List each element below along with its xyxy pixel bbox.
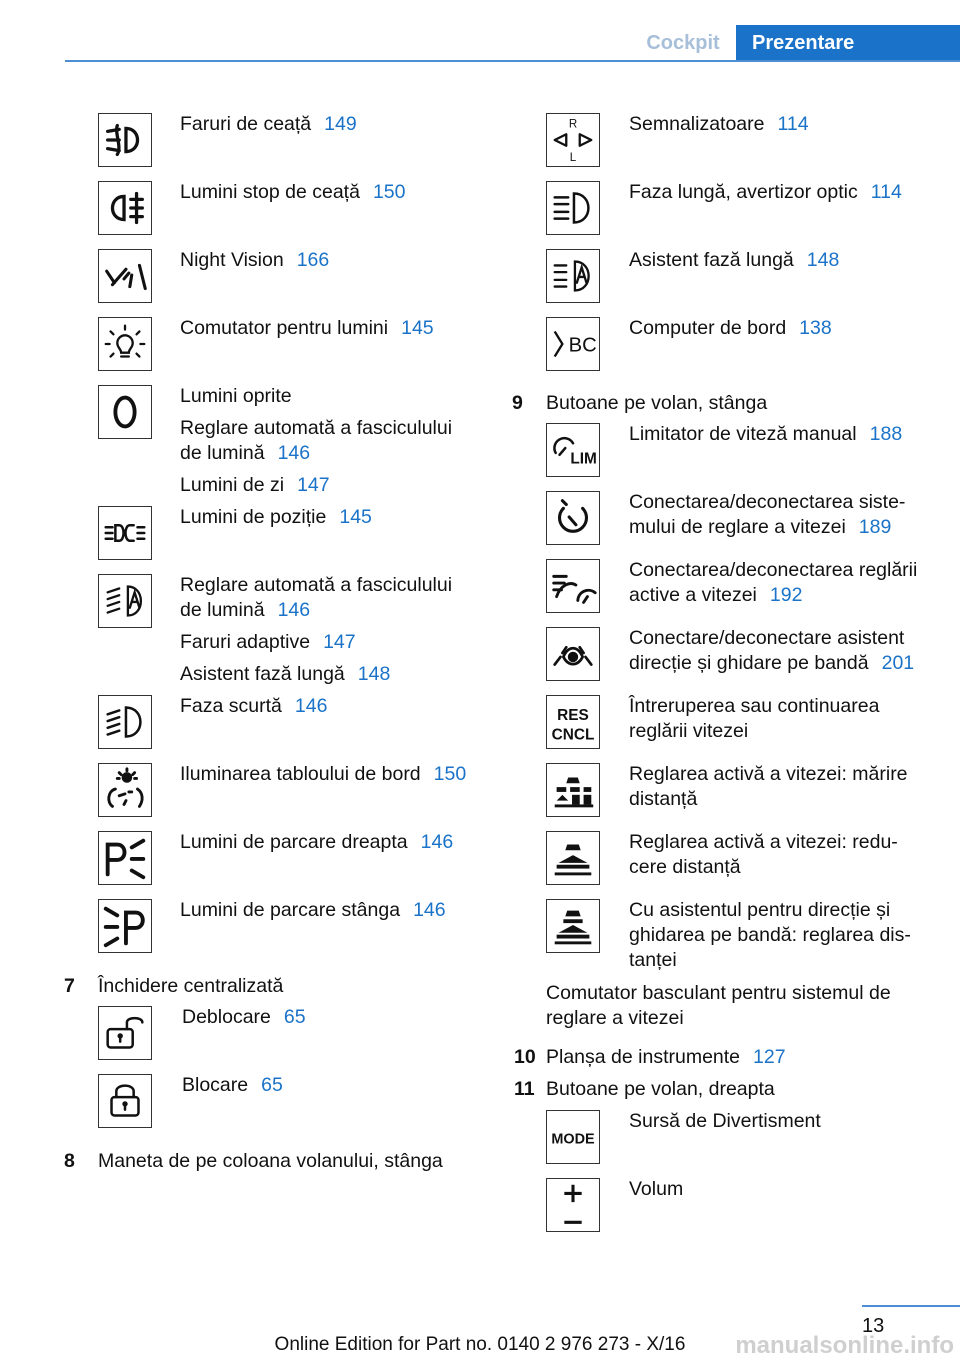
section-number: 7 xyxy=(64,975,75,997)
header-divider xyxy=(65,60,960,62)
page-link[interactable]: 146 xyxy=(420,831,454,853)
list-item: Limitator de viteză manual 188 xyxy=(629,423,903,445)
list-item: Faruri adaptive 147 xyxy=(180,631,356,653)
light-switch-icon xyxy=(98,317,152,371)
list-item: Faza scurtă 146 xyxy=(180,695,328,717)
tab-prezentare[interactable]: Prezentare xyxy=(736,25,960,62)
footer-divider xyxy=(862,1305,960,1307)
svg-text:MODE: MODE xyxy=(551,1131,595,1148)
list-item: Reglare automată a fasciculului xyxy=(180,417,453,439)
list-item: mului de reglare a vitezei 189 xyxy=(629,516,892,538)
list-item: distanță xyxy=(629,788,698,810)
page-link[interactable]: 127 xyxy=(753,1046,786,1068)
lights-off-icon xyxy=(98,385,152,439)
tab-cockpit[interactable]: Cockpit xyxy=(646,32,720,54)
cruise-control-icon xyxy=(546,491,600,545)
section-number: 9 xyxy=(512,392,523,414)
svg-text:LIM: LIM xyxy=(570,450,597,468)
list-item: Întreruperea sau continuarea xyxy=(629,695,880,717)
page-link[interactable]: 150 xyxy=(433,763,467,785)
page-link[interactable]: 189 xyxy=(858,516,892,538)
page-link[interactable]: 145 xyxy=(339,506,372,528)
section-number: 10 xyxy=(514,1046,536,1068)
section-title: Maneta de pe coloana volanului, stânga xyxy=(98,1150,443,1172)
onboard-computer-icon xyxy=(546,317,600,371)
list-item: de lumină 146 xyxy=(180,599,311,621)
page-link[interactable]: 148 xyxy=(806,249,840,271)
fog-front-icon xyxy=(98,113,152,167)
list-item: Semnalizatoare 114 xyxy=(629,113,809,135)
list-item: Lumini oprite xyxy=(180,385,292,407)
high-beam-assist-icon xyxy=(546,249,600,303)
svg-text:CNCL: CNCL xyxy=(551,726,595,744)
edition-note: Online Edition for Part no. 0140 2 976 273 - X/16 xyxy=(274,1334,686,1355)
page-link[interactable]: 147 xyxy=(297,474,330,496)
page-link[interactable]: 188 xyxy=(869,423,903,445)
paragraph: Comutator basculant pentru sistemul de xyxy=(546,982,891,1004)
page-link[interactable]: 138 xyxy=(799,317,832,339)
high-beam-icon xyxy=(546,181,600,235)
lane-assist-icon xyxy=(546,627,600,681)
list-item: reglării vitezei xyxy=(629,720,749,742)
list-item: Faruri de ceață 149 xyxy=(180,113,357,135)
svg-text:L: L xyxy=(569,152,577,165)
page-link[interactable]: 148 xyxy=(357,663,391,685)
page-link[interactable]: 65 xyxy=(283,1006,306,1028)
page-link[interactable]: 149 xyxy=(324,113,357,135)
list-item: de lumină 146 xyxy=(180,442,311,464)
turn-signals-icon xyxy=(546,113,600,167)
list-item: Lumini de zi 147 xyxy=(180,474,330,496)
list-item: Conectare/deconectare asistent xyxy=(629,627,905,649)
page-number: 13 xyxy=(862,1315,885,1337)
page-link[interactable]: 150 xyxy=(372,181,406,203)
list-item: Reglare automată a fasciculului xyxy=(180,574,453,596)
list-item: Blocare 65 xyxy=(182,1074,283,1096)
page-link[interactable]: 114 xyxy=(777,113,809,135)
speed-limiter-icon xyxy=(546,423,600,477)
page-link[interactable]: 146 xyxy=(294,695,328,717)
section-number: 11 xyxy=(514,1078,535,1100)
list-item: Faza lungă, avertizor optic 114 xyxy=(629,181,902,203)
page-link[interactable]: 192 xyxy=(769,584,803,606)
page-link[interactable]: 201 xyxy=(881,652,915,674)
lock-icon xyxy=(98,1074,152,1128)
page-link[interactable]: 147 xyxy=(323,631,356,653)
page-link[interactable]: 146 xyxy=(413,899,446,921)
list-item: Iluminarea tabloului de bord 150 xyxy=(180,763,467,785)
distance-increase-icon xyxy=(546,763,600,817)
list-item: active a vitezei 192 xyxy=(629,584,803,606)
section-title: Butoane pe volan, stânga xyxy=(546,392,768,414)
list-item: Computer de bord 138 xyxy=(629,317,832,339)
page-link[interactable]: 65 xyxy=(261,1074,283,1096)
page-link[interactable]: 146 xyxy=(277,599,311,621)
low-beam-icon xyxy=(98,695,152,749)
section-title: Planșa de instrumente 127 xyxy=(546,1046,786,1068)
svg-text:BC: BC xyxy=(568,334,597,357)
list-item: Volum xyxy=(629,1178,684,1200)
list-item: Asistent fază lungă 148 xyxy=(629,249,840,271)
list-item: Cu asistentul pentru direcție și xyxy=(629,899,891,921)
page-header xyxy=(0,0,960,62)
page-link[interactable]: 114 xyxy=(870,181,902,203)
res-cncl-icon xyxy=(546,695,600,749)
list-item: Conectarea/deconectarea reglării xyxy=(629,559,918,581)
list-item: ghidarea pe bandă: reglarea dis‐ xyxy=(629,924,911,946)
list-item: Asistent fază lungă 148 xyxy=(180,663,391,685)
list-item: direcție și ghidare pe bandă 201 xyxy=(629,652,915,674)
volume-icon xyxy=(546,1178,600,1232)
distance-assist-icon xyxy=(546,899,600,953)
page-link[interactable]: 166 xyxy=(296,249,330,271)
list-item: Reglarea activă a vitezei: redu‐ xyxy=(629,831,898,853)
list-item: Lumini de poziție 145 xyxy=(180,506,372,528)
list-item: Lumini stop de ceață 150 xyxy=(180,181,406,203)
distance-decrease-icon xyxy=(546,831,600,885)
fog-rear-icon xyxy=(98,181,152,235)
page-link[interactable]: 145 xyxy=(401,317,434,339)
list-item: Comutator pentru lumini 145 xyxy=(180,317,434,339)
list-item: Deblocare 65 xyxy=(182,1006,306,1028)
parking-right-icon xyxy=(98,831,152,885)
section-title: Butoane pe volan, dreapta xyxy=(546,1078,775,1100)
mode-icon xyxy=(546,1110,600,1164)
section-number: 8 xyxy=(64,1150,75,1172)
list-item: cere distanță xyxy=(629,856,741,878)
section-title: Închidere centralizată xyxy=(98,975,284,997)
night-vision-icon xyxy=(98,249,152,303)
list-item: tanței xyxy=(629,949,677,971)
list-item: Reglarea activă a vitezei: mărire xyxy=(629,763,908,785)
svg-text:RES: RES xyxy=(557,707,589,725)
list-item: Night Vision 166 xyxy=(180,249,330,271)
parking-left-icon xyxy=(98,899,152,953)
paragraph: reglare a vitezei xyxy=(546,1007,684,1029)
unlock-icon xyxy=(98,1006,152,1060)
list-item: Conectarea/deconectarea siste‐ xyxy=(629,491,906,513)
page-link[interactable]: 146 xyxy=(277,442,311,464)
active-cruise-icon xyxy=(546,559,600,613)
list-item: Lumini de parcare stânga 146 xyxy=(180,899,446,921)
svg-text:R: R xyxy=(568,118,578,131)
list-item: Sursă de Divertisment xyxy=(629,1110,821,1132)
position-lights-icon xyxy=(98,506,152,560)
dashboard-illumination-icon xyxy=(98,763,152,817)
watermark: manualsonline.info xyxy=(735,1332,954,1359)
auto-beam-icon xyxy=(98,574,152,628)
list-item: Lumini de parcare dreapta 146 xyxy=(180,831,454,853)
